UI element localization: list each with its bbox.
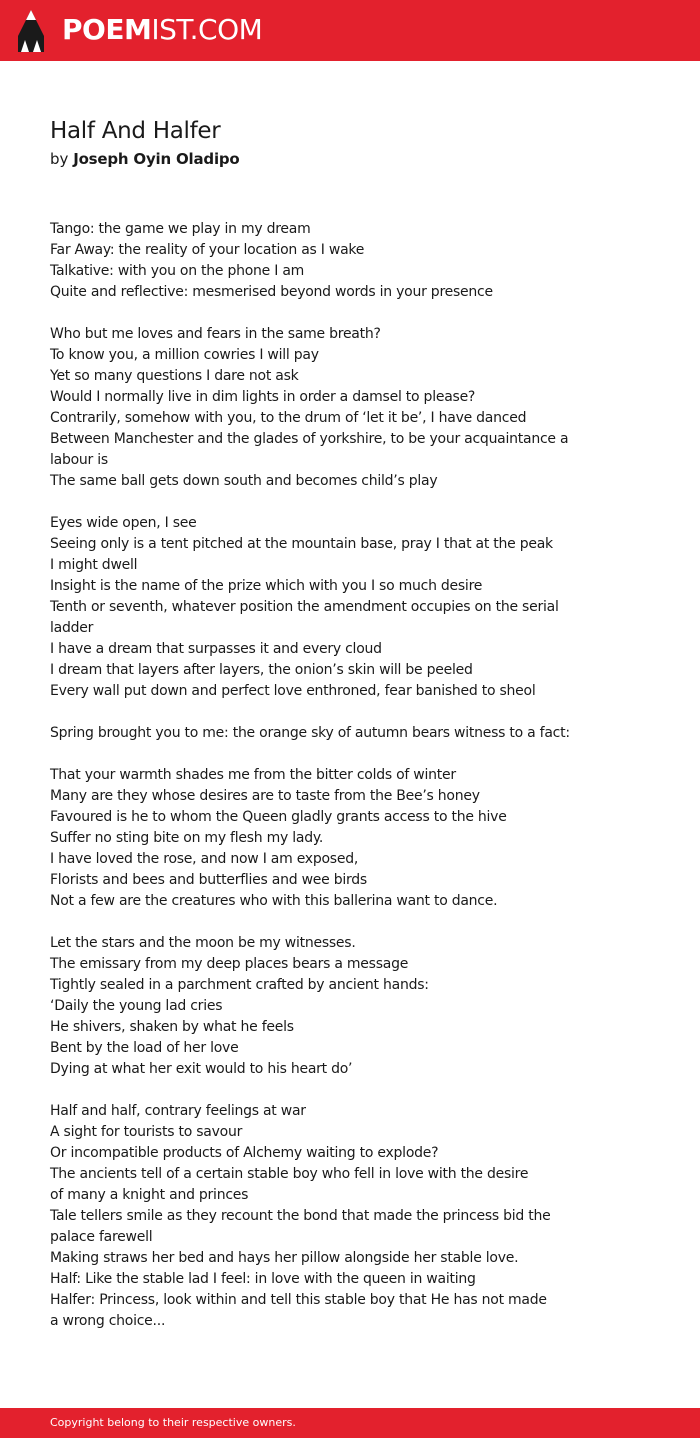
poem-line: Far Away: the reality of your location as I wake: [50, 242, 365, 258]
poem-line: Let the stars and the moon be my witnesses.: [50, 935, 356, 951]
poem-line: Tango: the game we play in my dream: [50, 221, 311, 237]
stanza-break: [50, 912, 610, 933]
poem-line: I have loved the rose, and now I am exposed,: [50, 851, 359, 867]
poem-line: Favoured is he to whom the Queen gladly grants access to the hive: [50, 809, 507, 825]
poem-line: Eyes wide open, I see: [50, 515, 197, 531]
poem-line: Insight is the name of the prize which with you I so much desire: [50, 578, 483, 594]
poem-line: Tale tellers smile as they recount the bond that made the princess bid the: [50, 1208, 551, 1224]
site-footer: [0, 1408, 700, 1438]
poem-line: Making straws her bed and hays her pillow alongside her stable love.: [50, 1250, 519, 1266]
poem-line: To know you, a million cowries I will pay: [50, 347, 319, 363]
poem-line: The same ball gets down south and becomes child’s play: [50, 473, 438, 489]
by-label: by: [50, 150, 69, 168]
poem-line: A sight for tourists to savour: [50, 1124, 243, 1140]
poem-line: I might dwell: [50, 557, 138, 573]
poem-body: [50, 219, 610, 1332]
poem-line: That your warmth shades me from the bitter colds of winter: [50, 767, 456, 783]
poem-line: He shivers, shaken by what he feels: [50, 1019, 294, 1035]
poem-line: Halfer: Princess, look within and tell this stable boy that He has not made: [50, 1292, 547, 1308]
poem-title: Half And Halfer: [50, 118, 221, 144]
poem-line: Or incompatible products of Alchemy waiting to explode?: [50, 1145, 439, 1161]
site-logo[interactable]: [62, 13, 262, 47]
poem-line: Talkative: with you on the phone I am: [50, 263, 305, 279]
stanza-break: [50, 492, 610, 513]
poem-line: Half and half, contrary feelings at war: [50, 1103, 306, 1119]
copyright-text: Copyright belong to their respective owners.: [50, 1416, 296, 1429]
logo-text-bold: POEM: [62, 13, 152, 46]
poem-line: Florists and bees and butterflies and wee birds: [50, 872, 367, 888]
poem-line: Tightly sealed in a parchment crafted by ancient hands:: [50, 977, 429, 993]
logo-text-light: IST.COM: [151, 13, 263, 46]
poem-line: Many are they whose desires are to taste from the Bee’s honey: [50, 788, 480, 804]
poem-line: of many a knight and princes: [50, 1187, 249, 1203]
poem-line: Who but me loves and fears in the same breath?: [50, 326, 381, 342]
poem-line: palace farewell: [50, 1229, 153, 1245]
poem-line: Suffer no sting bite on my flesh my lady.: [50, 830, 324, 846]
poem-byline: [50, 148, 240, 170]
poem-line: Seeing only is a tent pitched at the mountain base, pray I that at the peak: [50, 536, 553, 552]
poem-line: ‘Daily the young lad cries: [50, 998, 223, 1014]
poem-line: Would I normally live in dim lights in order a damsel to please?: [50, 389, 476, 405]
pencil-icon[interactable]: [18, 10, 44, 52]
stanza-break: [50, 702, 610, 723]
poem-line: labour is: [50, 452, 108, 468]
poem-line: The ancients tell of a certain stable boy who fell in love with the desire: [50, 1166, 529, 1182]
poem-line: ladder: [50, 620, 94, 636]
poem-line: Every wall put down and perfect love enthroned, fear banished to sheol: [50, 683, 536, 699]
stanza-break: [50, 1080, 610, 1101]
poem-line: Dying at what her exit would to his heart do’: [50, 1061, 353, 1077]
site-header: [0, 0, 700, 61]
poem-line: Contrarily, somehow with you, to the drum of ‘let it be’, I have danced: [50, 410, 527, 426]
poem-line: Between Manchester and the glades of yorkshire, to be your acquaintance a: [50, 431, 569, 447]
poem-line: I have a dream that surpasses it and every cloud: [50, 641, 382, 657]
poem-line: I dream that layers after layers, the onion’s skin will be peeled: [50, 662, 473, 678]
stanza-break: [50, 744, 610, 765]
poem-author: Joseph Oyin Oladipo: [73, 150, 240, 168]
stanza-break: [50, 303, 610, 324]
poem-line: Quite and reflective: mesmerised beyond words in your presence: [50, 284, 493, 300]
poem-line: Not a few are the creatures who with this ballerina want to dance.: [50, 893, 498, 909]
poem-line: The emissary from my deep places bears a message: [50, 956, 409, 972]
poem-line: Yet so many questions I dare not ask: [50, 368, 299, 384]
poem-line: Tenth or seventh, whatever position the amendment occupies on the serial: [50, 599, 559, 615]
poem-line: Spring brought you to me: the orange sky of autumn bears witness to a fact:: [50, 725, 570, 741]
poem-line: a wrong choice...: [50, 1313, 166, 1329]
poem-line: Bent by the load of her love: [50, 1040, 239, 1056]
poem-line: Half: Like the stable lad I feel: in love with the queen in waiting: [50, 1271, 476, 1287]
